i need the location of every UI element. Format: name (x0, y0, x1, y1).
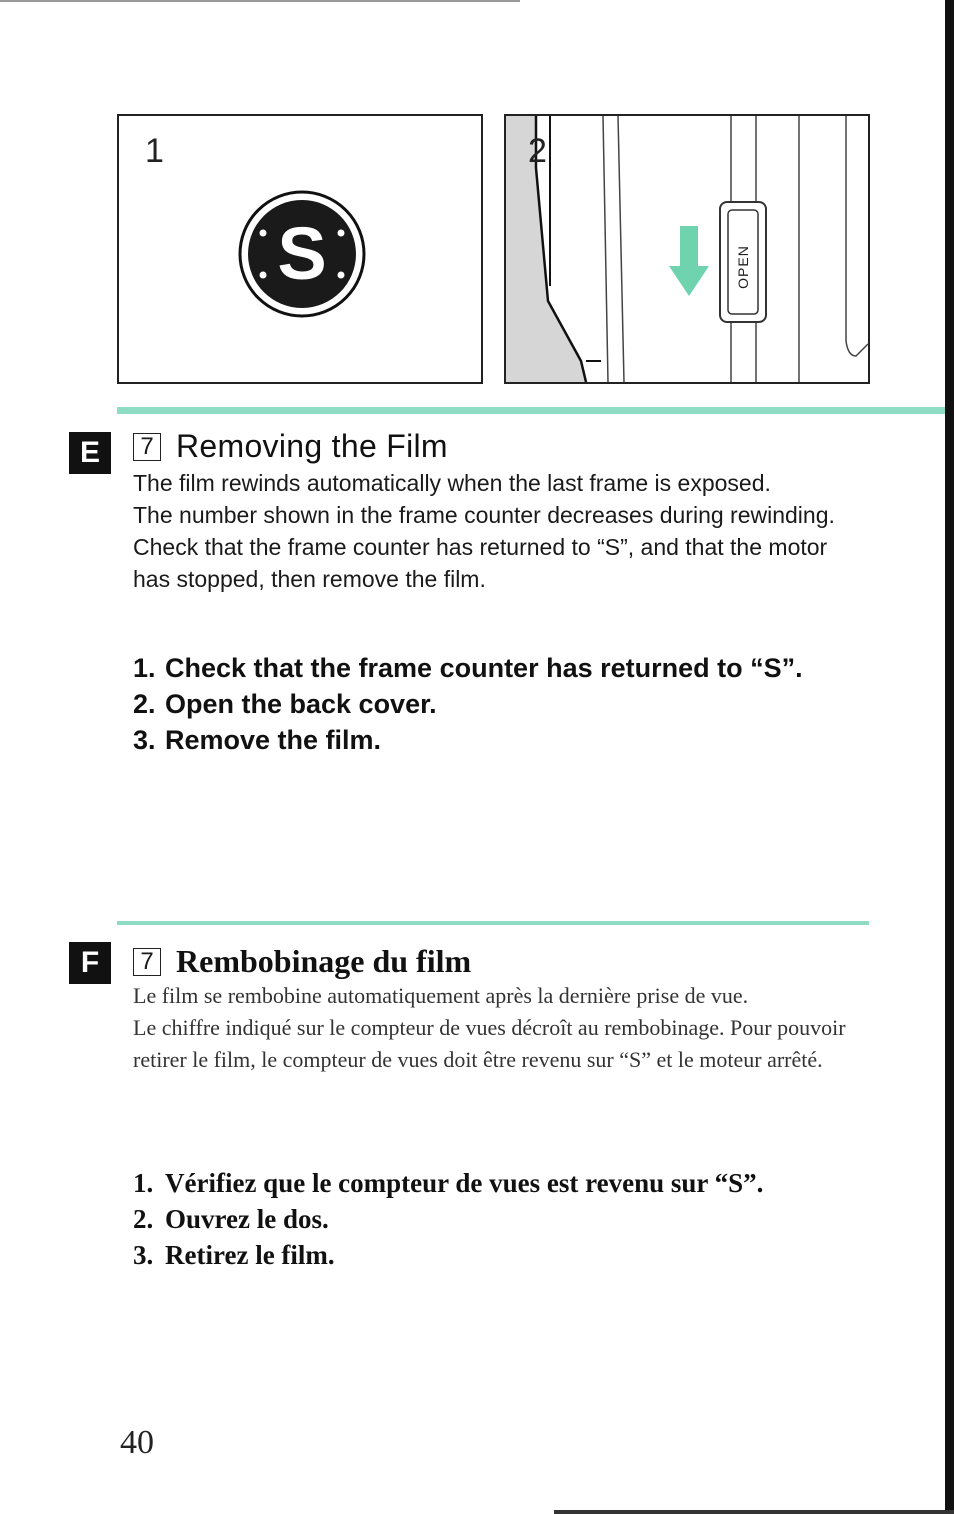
lang-badge-en: E (69, 432, 111, 474)
figure-panel-2 (504, 114, 870, 384)
step-item (133, 1201, 873, 1237)
step-number: 2. (133, 689, 156, 719)
counter-symbol: S (277, 212, 327, 295)
step-text: Retirez le film. (165, 1240, 335, 1270)
paragraph: The number shown in the frame counter decreases during rewinding. Check that the frame counter has returned to “S”, and that the motor has stopped, then remove the film. (133, 502, 835, 592)
step-number: 3. (133, 725, 156, 755)
latch-label-box (720, 207, 766, 327)
section-title-en: Removing the Film (176, 428, 448, 464)
section-number-box: 7 (133, 433, 161, 461)
section-number-box: 7 (133, 948, 161, 976)
section-heading-fr (133, 943, 471, 980)
section-body-en (133, 467, 863, 595)
back-cover-latch-illustration (506, 116, 868, 382)
step-number: 3. (133, 1240, 154, 1270)
frame-counter-s-icon (237, 189, 367, 319)
down-arrow-icon (669, 226, 709, 296)
step-item (133, 1237, 873, 1273)
step-text: Open the back cover. (165, 689, 437, 719)
paragraph: The film rewinds automatically when the last frame is exposed. (133, 470, 771, 496)
step-number: 2. (133, 1204, 154, 1234)
step-number: 1. (133, 653, 156, 683)
panel-number: 2 (528, 132, 547, 170)
page-number: 40 (120, 1424, 154, 1461)
section-rule-en (117, 407, 945, 414)
page-edge-right (945, 0, 954, 1514)
paragraph: Le chiffre indiqué sur le compteur de vues décroît au rembobinage. Pour pouvoir retirer le film, le compteur de vues doit être revenu sur “S” et le moteur arrêté. (133, 1015, 846, 1072)
steps-list-en (133, 650, 853, 758)
step-text: Ouvrez le dos. (165, 1204, 329, 1234)
panel-number: 1 (145, 132, 164, 170)
step-item (133, 1165, 873, 1201)
lang-badge-fr: F (69, 942, 111, 984)
page-edge-top (0, 0, 520, 2)
latch-label: OPEN (735, 245, 751, 289)
step-item (133, 686, 853, 722)
step-text: Vérifiez que le compteur de vues est revenu sur “S”. (165, 1168, 764, 1198)
step-text: Check that the frame counter has returned to “S”. (165, 653, 803, 683)
section-title-fr: Rembobinage du film (176, 943, 472, 979)
page-edge-bottom (554, 1510, 954, 1514)
step-item (133, 722, 853, 758)
section-rule-fr (117, 921, 869, 925)
figure-panel-1 (117, 114, 483, 384)
section-heading-en (133, 428, 448, 465)
step-text: Remove the film. (165, 725, 382, 755)
steps-list-fr (133, 1165, 873, 1273)
section-body-fr (133, 980, 873, 1076)
paragraph: Le film se rembobine automatiquement après la dernière prise de vue. (133, 983, 749, 1008)
step-item (133, 650, 853, 686)
step-number: 1. (133, 1168, 154, 1198)
